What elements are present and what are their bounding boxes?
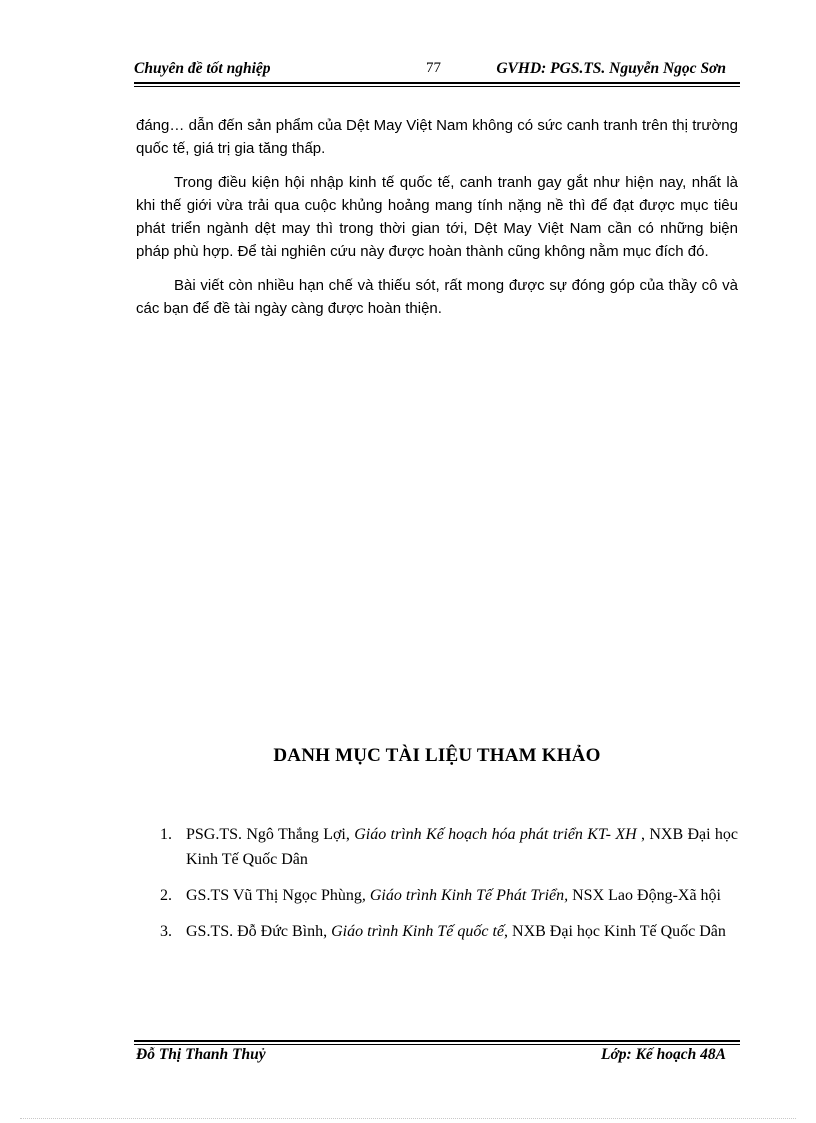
reference-number: 3. [160,923,172,940]
header-page-number: 77 [426,60,441,76]
reference-item [160,822,738,872]
paragraph-closing: Bài viết còn nhiều hạn chế và thiếu sót, rất mong được sự đóng góp của thầy cô và các bạn để đề tài ngày càng được hoàn thiện. [136,277,738,317]
reference-work: Giáo trình Kinh Tế quốc tế [331,923,505,940]
reference-author: PSG.TS. Ngô Thắng Lợi, [186,826,355,843]
reference-work: Giáo trình Kế hoạch hóa phát triển KT- XH [354,826,637,843]
reference-item [160,883,738,908]
page-bottom-divider [20,1118,796,1119]
footer-rule-thin [134,1044,740,1045]
body-text [136,114,738,331]
reference-number: 1. [160,826,172,843]
page-footer [134,1046,740,1066]
reference-author: GS.TS Vũ Thị Ngọc Phùng [186,887,362,904]
footer-author: Đỗ Thị Thanh Thuỷ [136,1046,266,1063]
header-thesis-title: Chuyên đề tốt nghiệp [134,60,271,77]
footer-class: Lớp: Kế hoạch 48A [601,1046,726,1063]
reference-publisher: NSX Lao Động-Xã hội [568,887,721,904]
page-header [134,60,740,80]
footer-rule-thick [134,1040,740,1042]
references-title: DANH MỤC TÀI LIỆU THAM KHẢO [273,745,601,766]
header-rule-thin [134,86,740,87]
reference-work: , Giáo trình Kinh Tế Phát Triển, [361,887,569,904]
reference-author: GS.TS. Đỗ Đức Bình, [186,923,332,940]
paragraph-context: Trong điều kiện hội nhập kinh tế quốc tế, canh tranh gay gắt như hiện nay, nhất là khi thế giới vừa trải qua cuộc khủng hoảng mang tính nặng nề thì để đạt được mục tiêu phát triển ngành dệt may thì trong thời gian tới, Dệt May Việt Nam cần có những biện pháp phù hợp. Để tài nghiên cứu này được hoàn thành cũng không nằm mục đích đó. [136,174,738,260]
header-rule-thick [134,82,740,84]
reference-publisher: , NXB Đại học Kinh Tế Quốc Dân [504,923,726,940]
reference-number: 2. [160,887,172,904]
header-advisor: GVHD: PGS.TS. Nguyễn Ngọc Sơn [496,60,726,77]
references-list [160,822,738,955]
paragraph-continuation: đáng… dẫn đến sản phẩm của Dệt May Việt Nam không có sức canh tranh trên thị trường quốc tế, giá trị gia tăng thấp. [136,117,738,157]
reference-publisher: , NXB Đại học Kinh Tế Quốc Dân [186,826,739,868]
reference-item [160,919,738,944]
